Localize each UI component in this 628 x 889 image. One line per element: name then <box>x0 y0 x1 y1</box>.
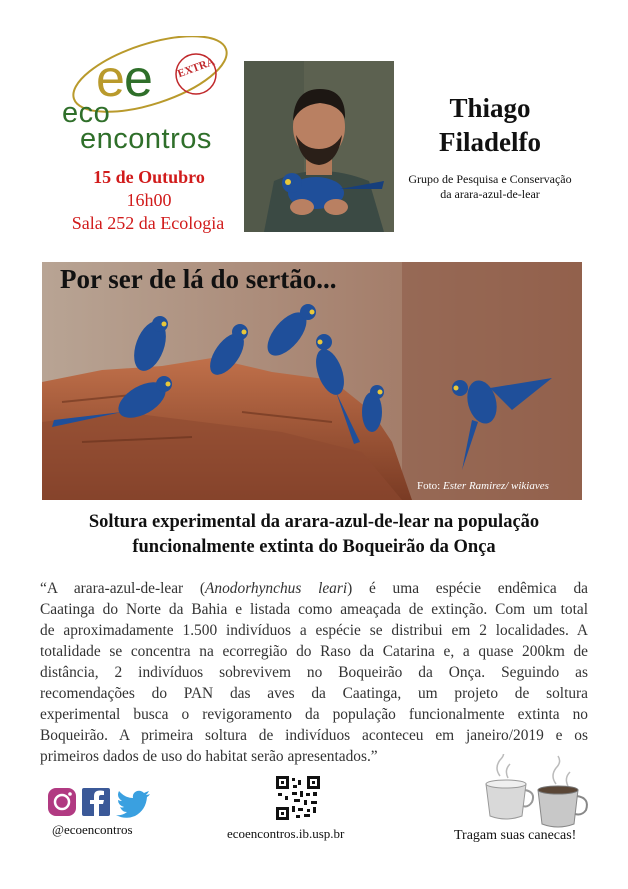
talk-title-line1: Soltura experimental da arara-azul-de-lear na população <box>88 512 540 532</box>
talk-title-line2: funcionalmente extinta do Boqueirão da Onça <box>132 537 496 557</box>
hero-title: Por ser de lá do sertão... <box>60 264 337 294</box>
eco-encontros-logo <box>58 36 238 156</box>
svg-text:e: e <box>124 50 153 108</box>
event-time: 16h00 <box>126 190 172 210</box>
speaker-affiliation-line1: Grupo de Pesquisa e Conservação <box>408 172 572 186</box>
qr-code[interactable] <box>276 776 320 820</box>
twitter-icon[interactable] <box>116 791 150 818</box>
social-icons <box>46 785 156 819</box>
abstract-text: ) é uma espécie endêmica da <box>347 580 588 597</box>
event-room: Sala 252 da Ecologia <box>71 213 225 233</box>
abstract-line: distância, 2 indivíduos sobrevivem no Boqueirão da Onça. Seguindo as <box>40 664 588 681</box>
logo-eco-text: eco <box>62 97 111 129</box>
instagram-icon[interactable] <box>48 788 76 816</box>
coffee-cups-illustration <box>478 754 596 830</box>
abstract-line: recomendações do PAN das aves da Caatinga, um projeto de soltura <box>40 685 588 702</box>
abstract-text: “A arara-azul-de-lear ( <box>40 580 206 597</box>
abstract-line: de aproximadamente 1.500 indivíduos a espécie se distribui em 2 localidades. A <box>40 622 588 639</box>
species-name: Anodorhynchus leari <box>205 580 348 597</box>
abstract-line <box>40 578 588 599</box>
abstract-line: experimental busca o revigoramento da população funcionalmente extinta no <box>40 706 588 723</box>
abstract-line: Boqueirão. A primeira soltura de indivíduos aconteceu em janeiro/2019 e os <box>40 727 588 744</box>
speaker-first-name: Thiago <box>449 93 531 123</box>
speaker-photo <box>244 61 394 232</box>
macaws-illustration <box>42 262 582 500</box>
speaker-last-name: Filadelfo <box>439 127 541 157</box>
abstract-line: Caatinga do Norte da Bahia e listada como ameaçada de extinção. Com um total <box>40 601 588 618</box>
event-date: 15 de Outubro <box>93 167 205 187</box>
photo-credit <box>417 480 549 492</box>
social-icons-svg <box>46 785 156 819</box>
abstract-line: primeiros dados de uso do habitat serão apresentados.” <box>40 748 378 765</box>
qr-code-svg <box>276 776 320 820</box>
logo-encontros-text: encontros <box>80 123 212 155</box>
speaker-affiliation-line2: da arara-azul-de-lear <box>440 187 540 201</box>
site-url[interactable]: ecoencontros.ib.usp.br <box>227 826 345 841</box>
abstract-line: totalidade se concentra na ecorregião do Raso da Catarina e, a quase 200km de <box>40 643 588 660</box>
photo-credit-prefix: Foto: <box>417 480 441 492</box>
photo-credit-author: Ester Ramirez/ wikiaves <box>442 480 549 492</box>
social-handle[interactable]: @ecoencontros <box>52 822 133 837</box>
coffee-cups-icon <box>478 754 596 830</box>
facebook-icon[interactable] <box>82 788 110 816</box>
svg-text:e: e <box>96 50 125 108</box>
macaws-photo <box>42 262 582 500</box>
speaker-illustration <box>244 61 394 232</box>
bring-your-mug-note: Tragam suas canecas! <box>454 828 577 843</box>
logo-extra-badge: EXTRA <box>176 55 217 81</box>
talk-abstract <box>40 578 588 767</box>
